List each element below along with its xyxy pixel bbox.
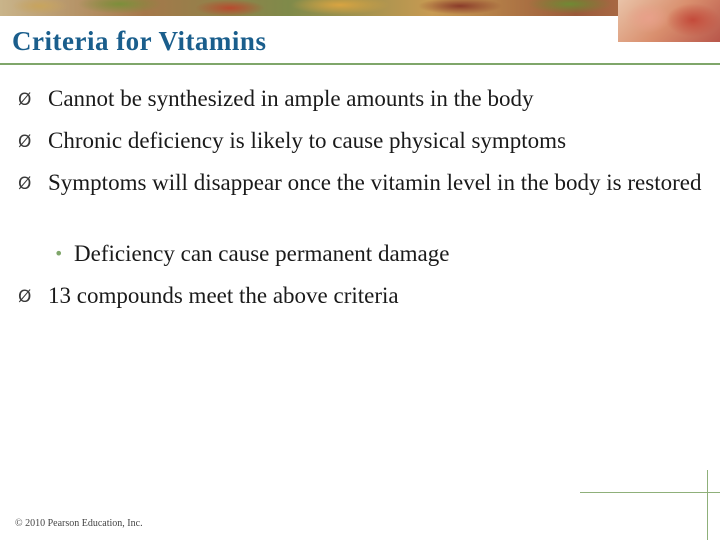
title-divider (0, 63, 720, 65)
decorative-food-banner (0, 0, 720, 16)
copyright-footer: © 2010 Pearson Education, Inc. (15, 518, 143, 529)
arrow-bullet-icon: Ø (18, 90, 32, 110)
dot-bullet-icon: • (54, 244, 64, 263)
bullet-text: Cannot be synthesized in ample amounts in the body (48, 86, 534, 111)
arrow-bullet-icon: Ø (18, 132, 32, 152)
bullet-text: Symptoms will disappear once the vitamin level in the body is restored (48, 170, 702, 195)
decorative-horizontal-line (580, 492, 720, 493)
arrow-bullet-icon: Ø (18, 174, 32, 194)
arrow-bullet-icon: Ø (18, 287, 32, 307)
decorative-vertical-line (707, 470, 708, 540)
decorative-corner-image (618, 0, 720, 42)
bullet-text: Chronic deficiency is likely to cause physical symptoms (48, 128, 567, 153)
sub-bullet-text: Deficiency can cause permanent damage (74, 241, 450, 266)
slide-title: Criteria for Vitamins (12, 26, 267, 56)
bullet-text: 13 compounds meet the above criteria (48, 283, 399, 308)
